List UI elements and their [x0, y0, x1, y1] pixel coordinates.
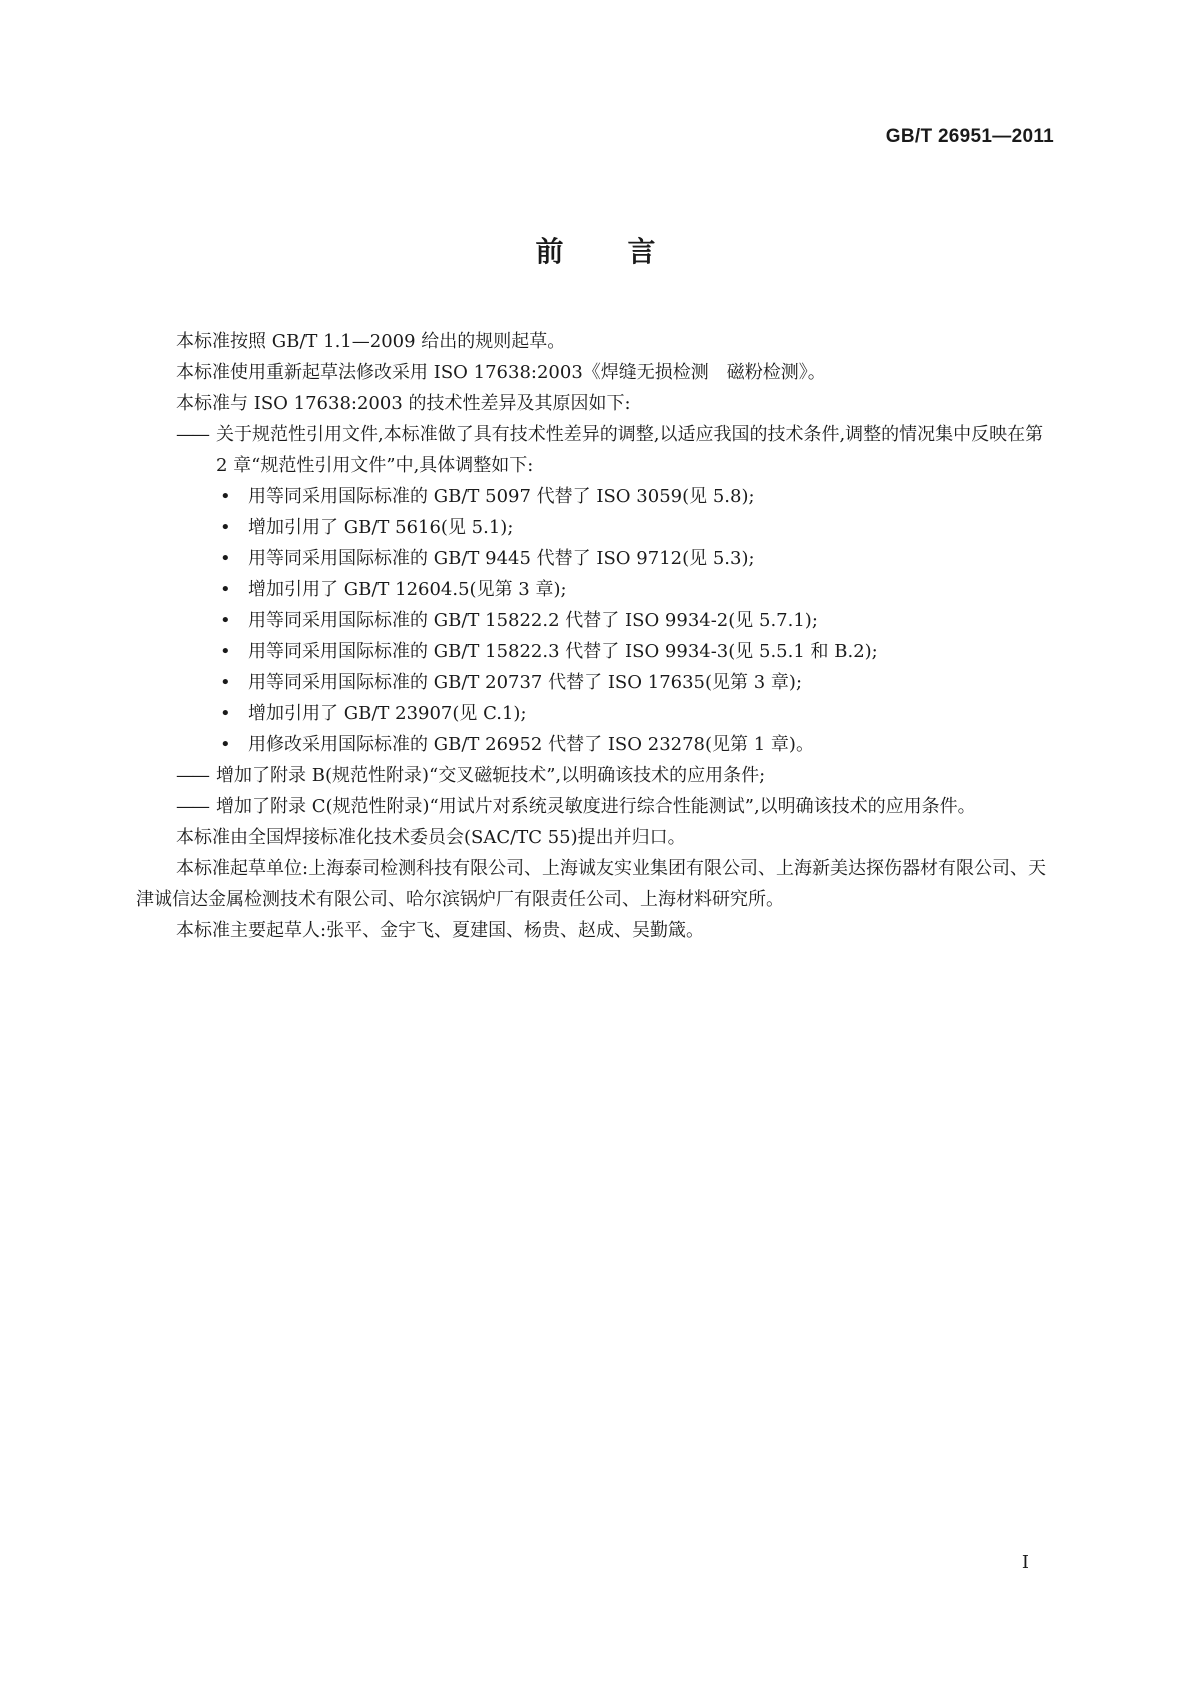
page-title: 前言: [535, 235, 720, 268]
bullet-list: [136, 481, 1055, 760]
list-item-text: 增加引用了 GB/T 23907(见 C.1);: [248, 703, 527, 724]
bullet-icon: •: [220, 641, 231, 662]
paragraph: 本标准使用重新起草法修改采用 ISO 17638:2003《焊缝无损检测 磁粉检测》。: [176, 362, 826, 383]
list-item: [136, 543, 1055, 574]
list-item-text: 用等同采用国际标准的 GB/T 15822.2 代替了 ISO 9934-2(见 5.7.1);: [248, 610, 818, 631]
bullet-icon: •: [220, 703, 231, 724]
dash-list-item: [136, 760, 1055, 791]
bullet-icon: •: [220, 672, 231, 693]
list-item: [136, 512, 1055, 543]
list-item: [136, 574, 1055, 605]
list-item: [136, 667, 1055, 698]
foreword-body: [136, 326, 1055, 946]
standard-number: GB/T 26951—2011: [885, 126, 1054, 147]
paragraph: 本标准与 ISO 17638:2003 的技术性差异及其原因如下:: [176, 393, 631, 414]
list-item: [136, 698, 1055, 729]
list-item-text: 用等同采用国际标准的 GB/T 15822.3 代替了 ISO 9934-3(见 5.5.1 和 B.2);: [248, 641, 878, 662]
paragraph: 本标准由全国焊接标准化技术委员会(SAC/TC 55)提出并归口。: [176, 827, 686, 848]
list-item: [136, 605, 1055, 636]
bullet-icon: •: [220, 579, 231, 600]
paragraph: 本标准按照 GB/T 1.1—2009 给出的规则起草。: [176, 331, 566, 352]
bullet-icon: •: [220, 610, 231, 631]
bullet-icon: •: [220, 548, 231, 569]
dash-marker: ——: [176, 796, 208, 817]
dash-marker: ——: [176, 424, 208, 445]
list-item-text: 用修改采用国际标准的 GB/T 26952 代替了 ISO 23278(见第 1 章)。: [248, 734, 814, 755]
paragraph: 本标准主要起草人:张平、金宇飞、夏建国、杨贵、赵成、吴勤箴。: [176, 920, 705, 941]
paragraph: 本标准起草单位:上海泰司检测科技有限公司、上海诚友实业集团有限公司、上海新美达探伤器材有限公司、天津诚信达金属检测技术有限公司、哈尔滨锅炉厂有限责任公司、上海材料研究所。: [136, 858, 1047, 910]
list-item: [136, 481, 1055, 512]
bullet-icon: •: [220, 517, 231, 538]
list-item: [136, 636, 1055, 667]
list-item-text: 用等同采用国际标准的 GB/T 9445 代替了 ISO 9712(见 5.3);: [248, 548, 755, 569]
bullet-icon: •: [220, 486, 231, 507]
list-item-text: 增加引用了 GB/T 12604.5(见第 3 章);: [248, 579, 567, 600]
bullet-icon: •: [220, 734, 231, 755]
list-item-text: 用等同采用国际标准的 GB/T 5097 代替了 ISO 3059(见 5.8);: [248, 486, 755, 507]
dash-list-item: [136, 791, 1055, 822]
dash-item-text: 关于规范性引用文件,本标准做了具有技术性差异的调整,以适应我国的技术条件,调整的情况集中反映在第 2 章“规范性引用文件”中,具体调整如下:: [216, 424, 1044, 476]
list-item-text: 用等同采用国际标准的 GB/T 20737 代替了 ISO 17635(见第 3 章);: [248, 672, 803, 693]
list-item: [136, 729, 1055, 760]
page-number: I: [1021, 1552, 1029, 1573]
dash-item-text: 增加了附录 B(规范性附录)“交叉磁轭技术”,以明确该技术的应用条件;: [216, 765, 766, 786]
dash-list-item: [136, 419, 1055, 481]
list-item-text: 增加引用了 GB/T 5616(见 5.1);: [248, 517, 514, 538]
dash-item-text: 增加了附录 C(规范性附录)“用试片对系统灵敏度进行综合性能测试”,以明确该技术的应用条件。: [216, 796, 976, 817]
dash-marker: ——: [176, 765, 208, 786]
